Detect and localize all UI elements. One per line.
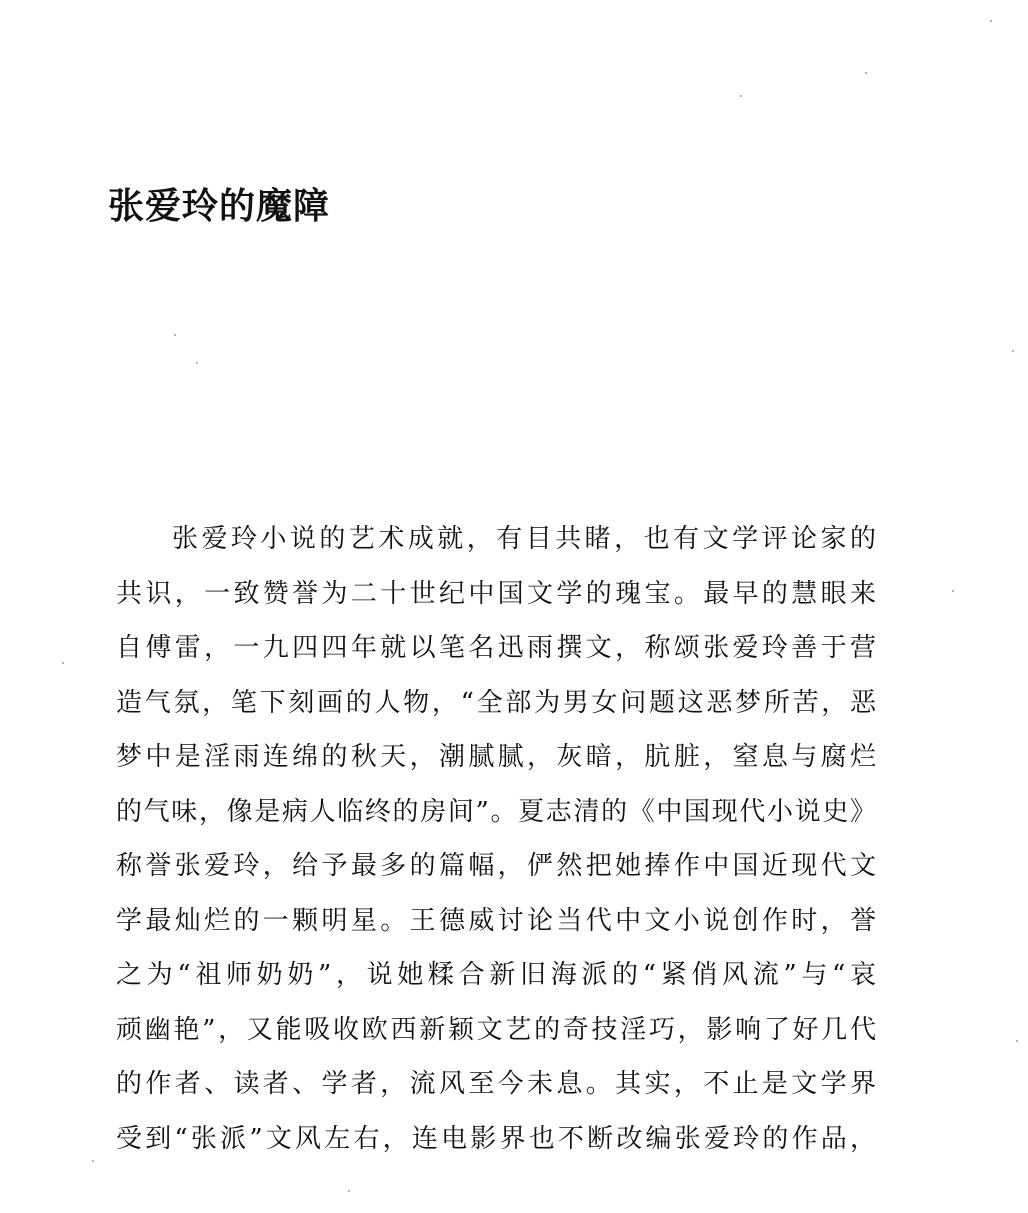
scan-speck bbox=[740, 95, 742, 97]
text-line: 造气氛，笔下刻画的人物，“全部为男女问题这恶梦所苦，恶 bbox=[116, 687, 876, 718]
scan-speck bbox=[92, 1160, 94, 1162]
text-line: 的作者、读者、学者，流风至今未息。其实，不止是文学界 bbox=[116, 1069, 876, 1099]
scan-speck bbox=[1012, 350, 1014, 352]
page-title: 张爱玲的魔障 bbox=[108, 185, 331, 227]
text-line: 梦中是淫雨连绵的秋天，潮腻腻，灰暗，肮脏，窒息与腐烂 bbox=[116, 742, 876, 772]
text-line: 张爱玲小说的艺术成就，有目共睹，也有文学评论家的 bbox=[172, 524, 876, 554]
scan-speck bbox=[196, 362, 198, 364]
scan-speck bbox=[865, 72, 867, 74]
body-paragraph bbox=[116, 512, 876, 1166]
scan-speck bbox=[348, 1190, 350, 1192]
scan-speck bbox=[1016, 1040, 1018, 1042]
text-line: 受到“张派”文风左右，连电影界也不断改编张爱玲的作品， bbox=[116, 1123, 876, 1154]
text-line: 顽幽艳”，又能吸收欧西新颖文艺的奇技淫巧，影响了好几代 bbox=[116, 1014, 876, 1045]
text-line: 之为“祖师奶奶”，说她糅合新旧海派的“紧俏风流”与“哀 bbox=[116, 960, 876, 990]
scan-speck bbox=[174, 334, 176, 336]
scan-speck bbox=[952, 590, 954, 592]
text-line: 学最灿烂的一颗明星。王德威讨论当代中文小说创作时，誉 bbox=[116, 905, 876, 936]
scan-speck bbox=[990, 20, 992, 22]
text-line: 的气味，像是病人临终的房间”。夏志清的《中国现代小说史》 bbox=[116, 796, 876, 827]
scan-speck bbox=[62, 662, 64, 664]
text-line: 自傅雷，一九四四年就以笔名迅雨撰文，称颂张爱玲善于营 bbox=[116, 633, 876, 663]
text-line: 称誉张爱玲，给予最多的篇幅，俨然把她捧作中国近现代文 bbox=[116, 851, 876, 881]
text-line: 共识，一致赞誉为二十世纪中国文学的瑰宝。最早的慧眼来 bbox=[116, 578, 876, 609]
